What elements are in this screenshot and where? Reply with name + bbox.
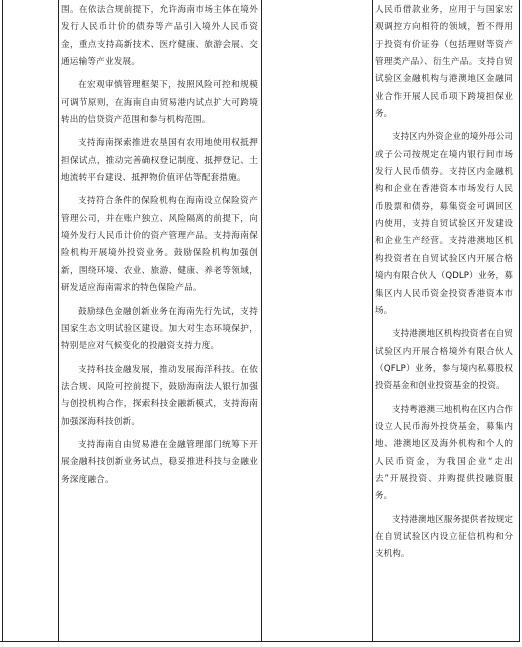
paragraph: 鼓励绿色金融创新业务在海南先行先试，支持国家生态文明试验区建设。加大对生态环境保护，特别是应对气候变化的投融资支持力度。	[61, 306, 258, 352]
paragraph: 支持海南自由贸易港在金融管理部门统筹下开展金融科技创新业务试点，稳妥推进科技与金融业务深度融合。	[61, 439, 258, 485]
paragraph: 支持区内外资企业的境外母公司或子公司按规定在境内银行间市场发行人民币债券。支持区内金融机构和企业在香港资本市场发行人民币股票和债券，募集资金可调回区内使用，支持自贸试验区开发建设和企业生产经营。支持港澳地区机构投资者在自贸试验区内开展合格境内有限合伙人（QDLP）业务，募集区内人民币资金投资香港资本市场。	[375, 132, 514, 316]
paragraph: 支持符合条件的保险机构在海南设立保险资产管理公司，并在账户独立、风险隔离的前提下，向境外发行人民币计价的资产管理产品。支持海南保险机构开展境外投资业务。鼓励保险机构加强创新，围绕环境、农业、旅游、健康、养老等领域，研发适应海南需求的特色保险产品。	[61, 196, 258, 294]
paragraph: 支持海南探索推进农垦国有农用地使用权抵押担保试点，推动完善确权登记制度、抵押登记、土地流转平台建设、抵押物价值评估等配套措施。	[61, 138, 258, 184]
table-divider-2	[261, 0, 262, 642]
paragraph: 支持粤港澳三地机构在区内合作设立人民币海外投贷基金，募集内地、港澳地区及海外机构和个人的人民币资金，为我国企业“走出去”开展投资、并购提供投融资服务。	[375, 404, 514, 502]
table-right-border	[519, 0, 520, 642]
table-bottom-border	[0, 641, 520, 642]
table-divider-3	[372, 0, 373, 642]
paragraph: 人民币借款业务，应用于与国家宏观调控方向相符的领域，暂不得用于投资有价证券（包括理财等资产管理类产品）、衍生产品。支持自贸试验区金融机构与港澳地区金融同业合作开展人民币项下跨境担保业务。	[375, 5, 513, 120]
paragraph: 在宏观审慎管理框架下，按照风险可控和规模可调节原则，在海南自由贸易港内试点扩大可跨境转出的信贷资产范围和参与机构范围。	[61, 80, 258, 126]
policy-text-column-right	[375, 0, 513, 570]
paragraph: 支持港澳地区机构投资者在自贸试验区内开展合格境外有限合伙人（QFLP）业务，参与境内私募股权投资基金和创业投资基金的投资。	[375, 329, 514, 392]
paragraph: 支持科技金融发展，推动发展海洋科技。在依法合规、风险可控前提下，鼓励海南法人银行加强与创投机构合作，探索科技金融新模式，支持海南加强深海科技创新。	[61, 364, 258, 427]
paragraph: 围。在依法合规前提下，允许海南市场主体在境外发行人民币计价的债券等产品引入境外人民币资金，重点支持高新技术、医疗健康、旅游会展、交通运输等产业发展。	[61, 5, 258, 68]
table-left-border	[2, 0, 3, 642]
paragraph: 支持港澳地区服务提供者按规定在自贸试验区内设立征信机构和分支机构。	[375, 514, 514, 560]
table-divider-1	[58, 0, 59, 642]
policy-text-column-middle	[61, 0, 258, 495]
